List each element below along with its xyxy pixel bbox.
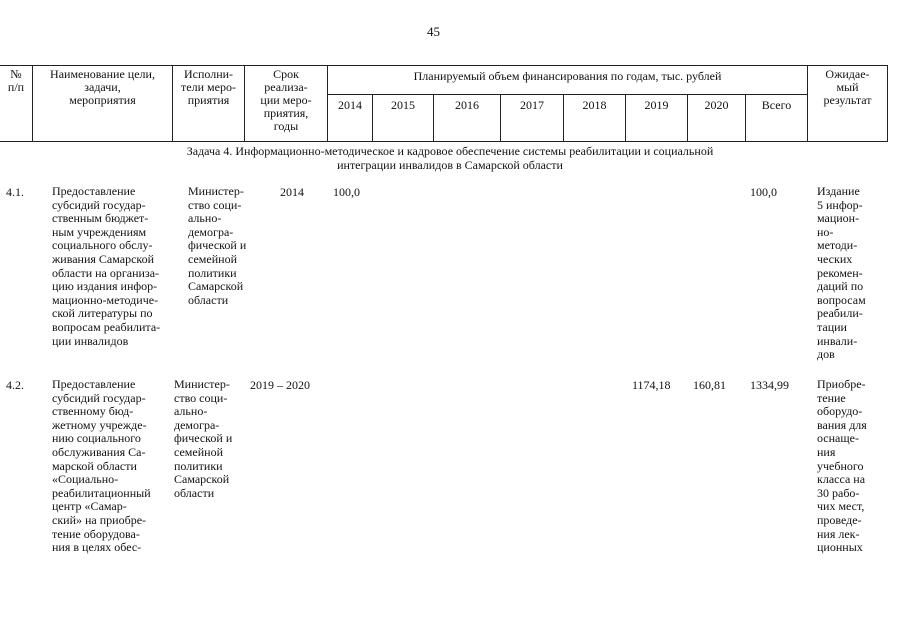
header-total: Всего xyxy=(761,98,792,112)
row-executor: Министер- ство соци- ально- демогра- фической и семейной политики Самарской области xyxy=(174,377,233,500)
header-year-2020: 2020 xyxy=(704,98,729,112)
row-term: 2019 – 2020 xyxy=(250,378,310,392)
row-number: 4.1. xyxy=(6,185,24,199)
row-value-total: 100,0 xyxy=(750,185,777,199)
header-name: Наименование цели, задачи, мероприятия xyxy=(50,67,155,107)
row-name: Предоставление субсидий государ- ственному бюд- жетному учрежде- нию социального обслуживания Са- марской области «Социально- реабилитационный центр «Самар- ский» на приобре- тение оборудова- ния в целях обес- xyxy=(52,377,151,555)
header-year-2014: 2014 xyxy=(338,98,362,112)
header-result: Ожидае- мый результат xyxy=(823,67,872,107)
header-number: № п/п xyxy=(7,67,25,94)
row-result: Издание 5 инфор- мацион- но- методи- ческих рекомен- даций по вопросам реабили- тации инвали- дов xyxy=(817,184,866,362)
row-term: 2014 xyxy=(280,185,304,199)
row-value-2014: 100,0 xyxy=(333,185,360,199)
row-value-2019: 1174,18 xyxy=(632,378,671,392)
row-number: 4.2. xyxy=(6,378,24,392)
header-year-2018: 2018 xyxy=(582,98,607,112)
header-year-2019: 2019 xyxy=(644,98,669,112)
header-term: Срок реализа- ции меро- приятия, годы xyxy=(260,67,312,133)
header-financing: Планируемый объем финансирования по годам, тыс. рублей xyxy=(413,69,722,83)
header-year-2016: 2016 xyxy=(455,98,479,112)
page-number: 45 xyxy=(427,24,440,39)
task-heading: Задача 4. Информационно-методическое и кадровое обеспечение системы реабилитации и социальной интеграции инвалидов в Самарской области xyxy=(186,144,714,172)
header-executors: Исполни- тели меро- приятия xyxy=(181,67,236,107)
row-result: Приобре- тение оборудо- вания для оснаще- ния учебного класса на 30 рабо- чих мест, проведе- ния лек- ционных xyxy=(817,377,867,555)
row-value-2020: 160,81 xyxy=(693,378,726,392)
header-year-2017: 2017 xyxy=(520,98,544,112)
row-executor: Министер- ство соци- ально- демогра- фической и семейной политики Самарской области xyxy=(188,184,247,307)
row-value-total: 1334,99 xyxy=(750,378,789,392)
row-name: Предоставление субсидий государ- ственным бюджет- ным учреждениям социального обслу- живания Самарской области на организа- цию издания инфор- мационно-методиче- ской литературы по вопросам реабилита- ции инвалидов xyxy=(52,184,161,348)
header-year-2015: 2015 xyxy=(391,98,415,112)
